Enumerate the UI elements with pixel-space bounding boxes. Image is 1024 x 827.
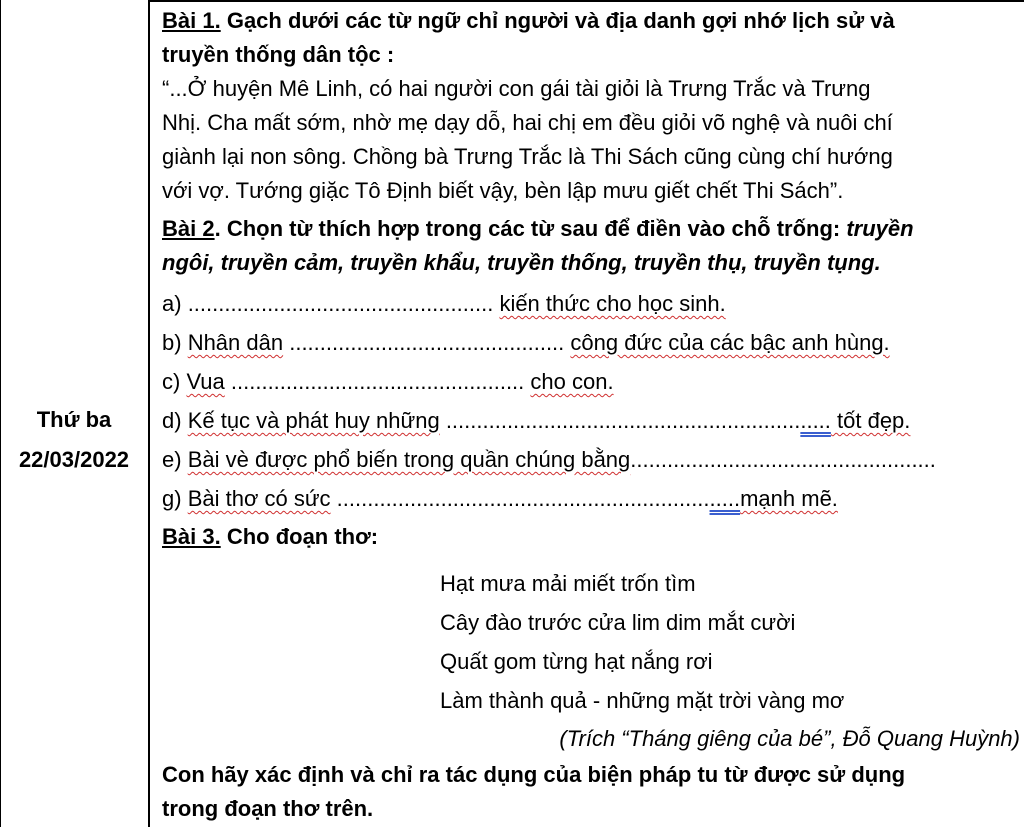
table-top-border [148, 0, 1024, 2]
bai2-words-2: ngôi, truyền cảm, truyền khẩu, truyền thống, truyền thụ, truyền tụng. [162, 250, 881, 275]
poem-line-1: Hạt mưa mải miết trốn tìm [440, 571, 696, 596]
poem [162, 564, 1020, 720]
bai3-instruction: Cho đoạn thơ: [220, 524, 379, 549]
poem-citation: (Trích “Tháng giêng của bé”, Đỗ Quang Huỳnh) [559, 726, 1020, 751]
bai2-label: Bài 2 [162, 216, 215, 241]
bai1-passage-line-1: “...Ở huyện Mê Linh, có hai người con gái tài giỏi là Trưng Trắc và Trưng [162, 76, 871, 101]
bai2-item-d: d) Kế tục và phát huy những ............................................................... tốt đẹp. [162, 408, 911, 433]
poem-line-4: Làm thành quả - những mặt trời vàng mơ [440, 688, 845, 713]
blank-g: ............................................................. [330, 486, 710, 511]
bai2-item-e: e) Bài vè được phổ biến trong quần chúng bằng.................................................. [162, 447, 936, 472]
bai1-heading [162, 4, 1020, 38]
bai2-words-1: truyền [846, 216, 914, 241]
bai3-question-2: trong đoạn thơ trên. [162, 796, 374, 821]
poem-line-2: Cây đào trước cửa lim dim mắt cười [440, 610, 796, 635]
date-cell [0, 400, 148, 480]
bai1-passage-line-2: Nhị. Cha mất sớm, nhờ mẹ dạy dỗ, hai chị em đều giỏi võ nghệ và nuôi chí [162, 110, 893, 135]
date-label: 22/03/2022 [18, 447, 130, 472]
weekday-label: Thứ ba [36, 407, 112, 432]
blank-a: .................................................. [187, 291, 494, 316]
bai2-heading [162, 212, 1020, 246]
poem-line-3: Quất gom từng hạt nắng rơi [440, 649, 713, 674]
exercise-content [162, 4, 1020, 826]
bai1-passage-line-3: giành lại non sông. Chồng bà Trưng Trắc là Thi Sách cũng cùng chí hướng [162, 144, 893, 169]
bai3-question-1: Con hãy xác định và chỉ ra tác dụng của biện pháp tu từ được sử dụng [162, 762, 906, 787]
bai2-item-g: g) Bài thơ có sức ..................................................................mạnh mẽ. [162, 486, 838, 511]
bai3-label: Bài 3. [162, 524, 221, 549]
bai1-instruction-1: Gạch dưới các từ ngữ chỉ người và địa danh gợi nhớ lịch sử và [226, 8, 895, 33]
blank-e: .................................................. [630, 447, 936, 472]
bai1-passage-line-4: với vợ. Tướng giặc Tô Định biết vậy, bèn lập mưu giết chết Thi Sách”. [162, 178, 844, 203]
blank-d: .......................................................... [439, 408, 801, 433]
table-column-divider [148, 0, 150, 827]
bai2-instruction: . Chọn từ thích hợp trong các từ sau để điền vào chỗ trống: [214, 216, 847, 241]
bai1-label: Bài 1. [162, 8, 221, 33]
blank-b: ............................................. [283, 330, 571, 355]
bai2-item-b: b) Nhân dân ............................................. công đức của các bậc anh hùng. [162, 330, 890, 355]
bai2-item-a: a) .................................................. kiến thức cho học sinh. [162, 291, 726, 316]
bai1-instruction-2: truyền thống dân tộc : [162, 42, 395, 67]
blank-c: ................................................ [224, 369, 531, 394]
bai2-item-c: c) Vua ................................................ cho con. [162, 369, 614, 394]
bai3-heading [162, 520, 1020, 554]
